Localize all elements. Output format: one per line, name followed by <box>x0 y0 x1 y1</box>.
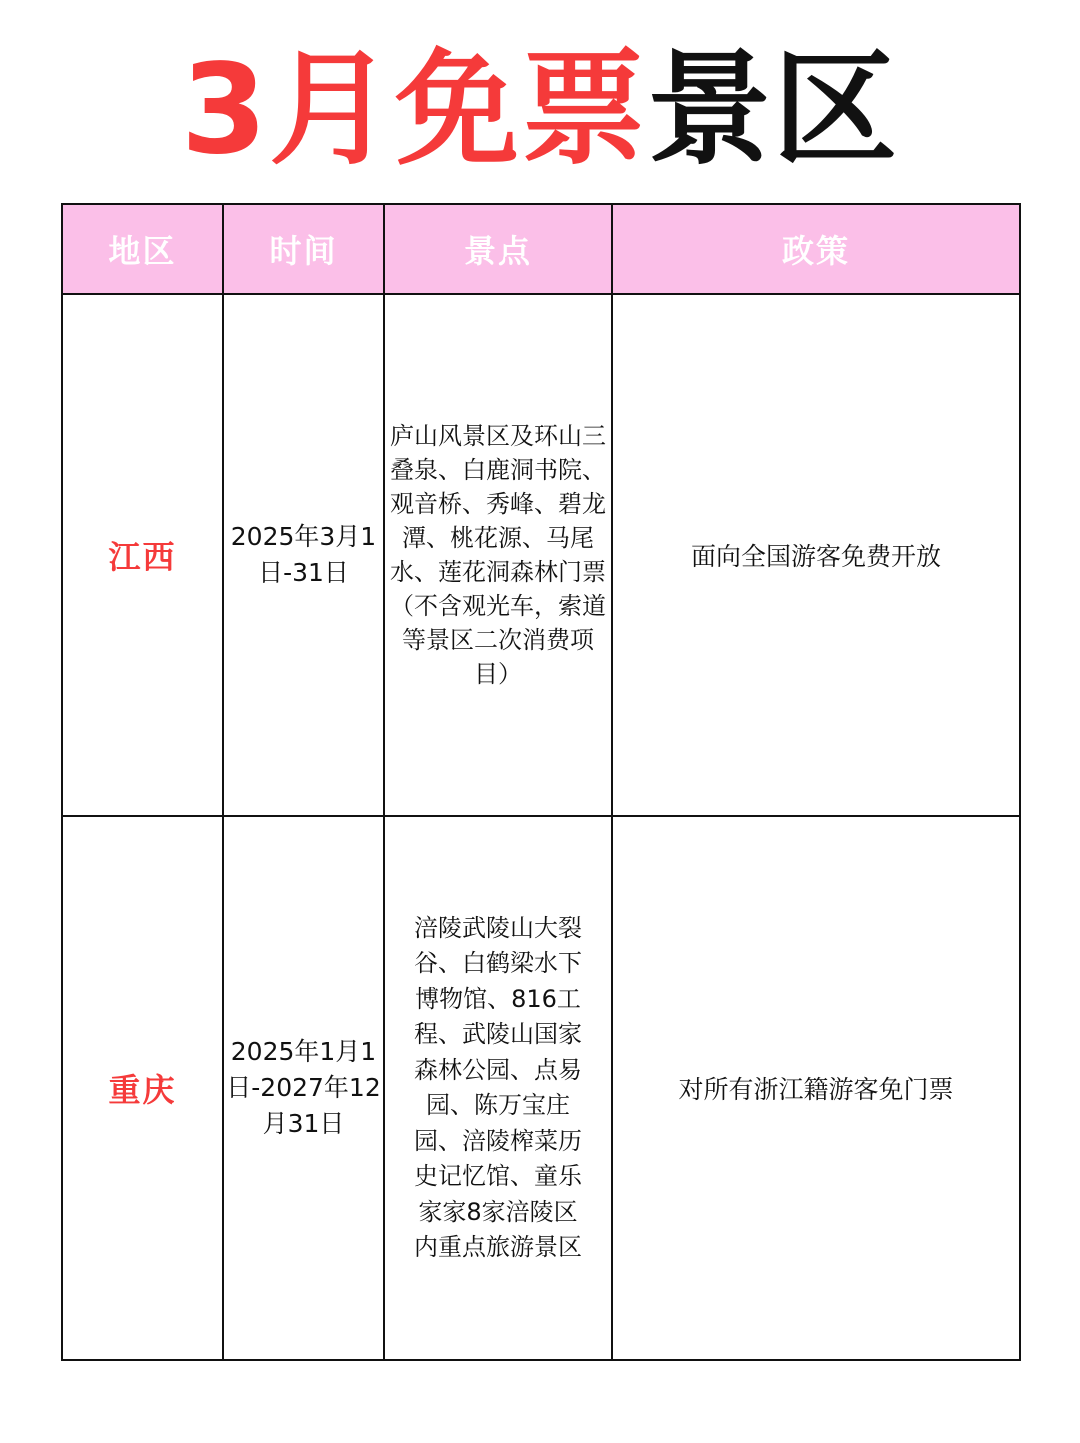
policy-cell: 对所有浙江籍游客免门票 <box>612 816 1020 1360</box>
date-cell: 2025年3月1日-31日 <box>223 294 384 816</box>
header-time: 时间 <box>223 204 384 294</box>
header-spots: 景点 <box>384 204 612 294</box>
title-highlight: 3月免票 <box>180 38 648 182</box>
policy-cell: 面向全国游客免费开放 <box>612 294 1020 816</box>
spots-cell: 庐山风景区及环山三叠泉、白鹿洞书院、观音桥、秀峰、碧龙潭、桃花源、马尾水、莲花洞森林门票（不含观光车，索道等景区二次消费项目） <box>384 294 612 816</box>
date-cell: 2025年1月1日-2027年12月31日 <box>223 816 384 1360</box>
title-rest: 景区 <box>647 38 900 182</box>
page-title <box>0 40 1080 180</box>
table-row <box>62 816 1020 1360</box>
header-policy: 政策 <box>612 204 1020 294</box>
region-cell: 重庆 <box>62 816 223 1360</box>
scenic-table <box>61 203 1021 1361</box>
spots-cell: 涪陵武陵山大裂谷、白鹤梁水下博物馆、816工程、武陵山国家森林公园、点易园、陈万宝庄园、涪陵榨菜历史记忆馆、童乐家家8家涪陵区内重点旅游景区 <box>384 816 612 1360</box>
table-header-row <box>62 204 1020 294</box>
table-row <box>62 294 1020 816</box>
region-cell: 江西 <box>62 294 223 816</box>
header-region: 地区 <box>62 204 223 294</box>
